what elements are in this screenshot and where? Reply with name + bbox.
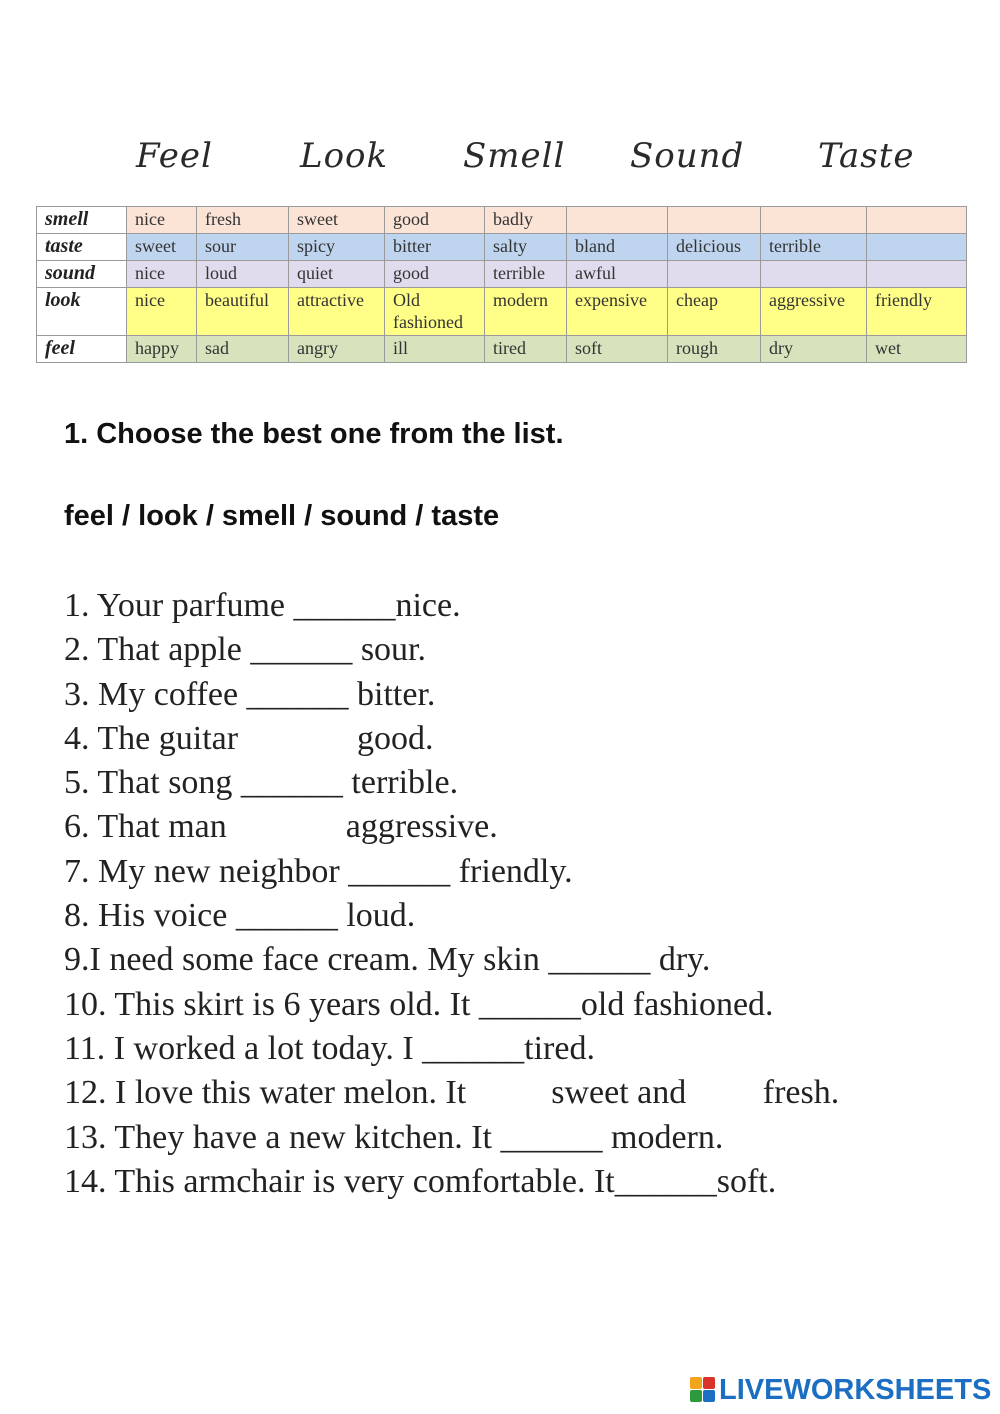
vocab-cell <box>867 234 967 261</box>
vocab-cell: salty <box>485 234 567 261</box>
vocab-cell <box>668 261 761 288</box>
vocab-cell: sweet <box>127 234 197 261</box>
sentence-item: 12. I love this water melon. It sweet and fresh. <box>64 1074 840 1112</box>
vocab-cell: bland <box>567 234 668 261</box>
vocab-cell: expensive <box>567 288 668 336</box>
vocab-cell: ill <box>385 336 485 363</box>
sense-look: Look <box>300 136 389 176</box>
vocab-cell <box>867 207 967 234</box>
vocab-row-taste <box>37 234 967 261</box>
vocab-cell: dry <box>761 336 867 363</box>
vocab-row-feel <box>37 336 967 363</box>
vocab-cell: bitter <box>385 234 485 261</box>
sense-label: look <box>37 288 127 336</box>
vocab-cell: sad <box>197 336 289 363</box>
vocab-cell: quiet <box>289 261 385 288</box>
vocab-cell: delicious <box>668 234 761 261</box>
sentence-item: 8. His voice ______ loud. <box>64 897 416 935</box>
vocab-cell <box>761 261 867 288</box>
vocab-cell <box>761 207 867 234</box>
vocab-cell: loud <box>197 261 289 288</box>
senses-header <box>0 136 1000 186</box>
vocab-cell <box>567 207 668 234</box>
sense-label: smell <box>37 207 127 234</box>
sense-smell: Smell <box>463 136 566 176</box>
vocab-cell: good <box>385 207 485 234</box>
vocab-cell: Old fashioned <box>385 288 485 336</box>
vocabulary-table <box>36 206 967 363</box>
sense-taste: Taste <box>818 136 915 176</box>
sentence-item: 7. My new neighbor ______ friendly. <box>64 852 573 890</box>
vocab-row-sound <box>37 261 967 288</box>
vocab-cell: modern <box>485 288 567 336</box>
sentence-item: 6. That man aggressive. <box>64 808 498 846</box>
sentence-item: 2. That apple ______ sour. <box>64 631 426 669</box>
vocab-cell: badly <box>485 207 567 234</box>
word-options: feel / look / smell / sound / taste <box>64 500 500 532</box>
sentence-item: 14. This armchair is very comfortable. It______soft. <box>64 1162 777 1200</box>
vocab-cell: nice <box>127 207 197 234</box>
sentence-item: 11. I worked a lot today. I ______tired. <box>64 1029 595 1067</box>
sense-sound: Sound <box>630 136 745 176</box>
vocab-cell: angry <box>289 336 385 363</box>
vocab-cell: rough <box>668 336 761 363</box>
vocab-cell: beautiful <box>197 288 289 336</box>
vocab-cell: soft <box>567 336 668 363</box>
vocab-cell: happy <box>127 336 197 363</box>
vocab-row-look <box>37 288 967 336</box>
liveworksheets-logo-icon <box>690 1377 716 1403</box>
sentence-item: 5. That song ______ terrible. <box>64 764 459 802</box>
sentence-item: 1. Your parfume ______nice. <box>64 587 461 624</box>
sense-feel: Feel <box>136 136 213 176</box>
brand-name: LIVEWORKSHEETS <box>719 1373 992 1406</box>
sentence-list <box>64 584 964 1204</box>
vocab-cell: awful <box>567 261 668 288</box>
liveworksheets-logo <box>690 1374 991 1406</box>
vocab-row-smell <box>37 207 967 234</box>
sense-label: sound <box>37 261 127 288</box>
sentence-item: 3. My coffee ______ bitter. <box>64 675 436 713</box>
sense-label: feel <box>37 336 127 363</box>
sentence-item: 9.I need some face cream. My skin ______ dry. <box>64 941 711 979</box>
vocab-cell: fresh <box>197 207 289 234</box>
vocab-cell: friendly <box>867 288 967 336</box>
vocab-cell: nice <box>127 261 197 288</box>
vocab-cell <box>668 207 761 234</box>
vocab-cell: attractive <box>289 288 385 336</box>
vocab-cell: good <box>385 261 485 288</box>
vocab-cell: nice <box>127 288 197 336</box>
sense-label: taste <box>37 234 127 261</box>
sentence-item: 10. This skirt is 6 years old. It ______old fashioned. <box>64 985 774 1023</box>
vocab-cell: terrible <box>761 234 867 261</box>
vocab-cell: tired <box>485 336 567 363</box>
sentence-item: 4. The guitar good. <box>64 719 434 757</box>
vocab-cell: sour <box>197 234 289 261</box>
vocab-cell: cheap <box>668 288 761 336</box>
vocab-cell: terrible <box>485 261 567 288</box>
vocab-cell: spicy <box>289 234 385 261</box>
exercise-title: 1. Choose the best one from the list. <box>64 418 564 450</box>
vocab-cell: wet <box>867 336 967 363</box>
vocab-cell: aggressive <box>761 288 867 336</box>
vocab-cell: sweet <box>289 207 385 234</box>
vocab-cell <box>867 261 967 288</box>
sentence-item: 13. They have a new kitchen. It ______ modern. <box>64 1118 724 1156</box>
